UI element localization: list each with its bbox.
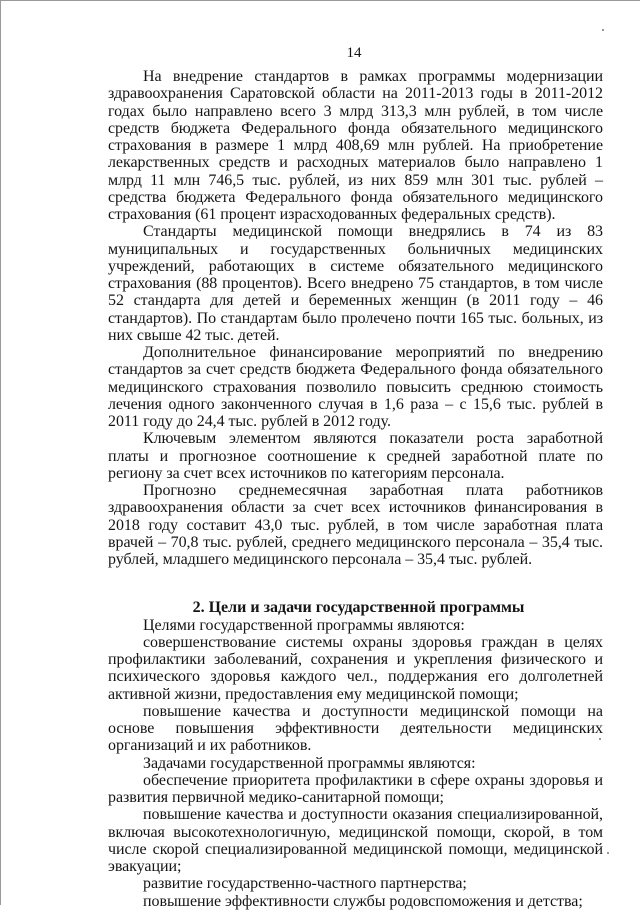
paragraph-additional-financing: Дополнительное финансирование мероприятий по внедрению стандартов за счет средств бюджета Федерального фонда обязательного медицинского страхования позволило повысить среднюю стоимость лечения одного законченного случая в 1,6 раза – с 15,6 тыс. рублей в 2011 году до 24,4 тыс. рублей в 2012 году.	[108, 344, 603, 430]
paragraph-task-3: развитие государственно-частного партнерства;	[143, 875, 467, 893]
paragraph-task-4: повышение эффективности службы родовспоможения и детства;	[143, 892, 583, 910]
paragraph-goal-2: повышение качества и доступности медицинской помощи на основе повышения эффективности деятельности медицинских организаций и их работников.	[108, 702, 603, 755]
scan-speck	[602, 29, 604, 31]
paragraph-tasks-intro: Задачами государственной программы являются:	[143, 754, 476, 772]
paragraph-goals-intro: Целями государственной программы являются:	[143, 616, 465, 634]
paragraph-salary-indicators: Ключевым элементом являются показатели роста заработной платы и прогнозное соотношение к средней заработной плате по региону за счет всех источников по категориям персонала.	[108, 430, 603, 482]
page-number: 14	[346, 45, 362, 61]
paragraph-task-2: повышение качества и доступности оказания специализированной, включая высокотехнологичную, медицинской помощи, скорой, в том числе скорой специализированной медицинской помощи, медицинской эвакуации;	[108, 806, 603, 875]
document-body	[108, 68, 603, 910]
paragraph-goal-1: совершенствование системы охраны здоровья граждан в целях профилактики заболеваний, сохранения и укрепления физического и психического здоровья каждого чел., поддержания его долголетней активной жизни, предоставления ему медицинской помощи;	[108, 633, 603, 703]
scan-speck	[607, 852, 609, 854]
section-heading: 2. Цели и задачи государственной программы	[192, 599, 525, 617]
paragraph-modernization-funding: На внедрение стандартов в рамках программы модернизации здравоохранения Саратовской области на 2011-2013 годы в 2011-2012 годах было направлено всего 3 млрд 313,3 млн рублей, в том числе средств бюджета Федерального фонда обязательного медицинского страхования в размере 1 млрд 408,69 млн рублей. На приобретение лекарственных средств и расходных материалов было направлено 1 млрд 11 млн 746,5 тыс. рублей, из них 859 млн 301 тыс. рублей – средства бюджета Федерального фонда обязательного медицинского страхования (61 процент израсходованных федеральных средств).	[108, 68, 603, 223]
paragraph-salary-forecast: Прогнозно среднемесячная заработная плата работников здравоохранения области за счет всех источников финансирования в 2018 году составит 43,0 тыс. рублей, в том числе заработная плата врачей – 70,8 тыс. рублей, среднего медицинского персонала – 35,4 тыс. рублей, младшего медицинского персонала – 35,4 тыс. рублей.	[108, 482, 603, 568]
paragraph-standards-implementation: Стандарты медицинской помощи внедрялись в 74 из 83 муниципальных и государственных больничных медицинских учреждений, работающих в системе обязательного медицинского страхования (88 процентов). Всего внедрено 75 стандартов, в том числе 52 стандарта для детей и беременных женщин (в 2011 году – 46 стандартов). По стандартам было пролечено почти 165 тыс. больных, из них свыше 42 тыс. детей.	[108, 223, 603, 344]
paragraph-task-1: обеспечение приоритета профилактики в сфере охраны здоровья и развития первичной медико-санитарной помощи;	[108, 771, 603, 806]
